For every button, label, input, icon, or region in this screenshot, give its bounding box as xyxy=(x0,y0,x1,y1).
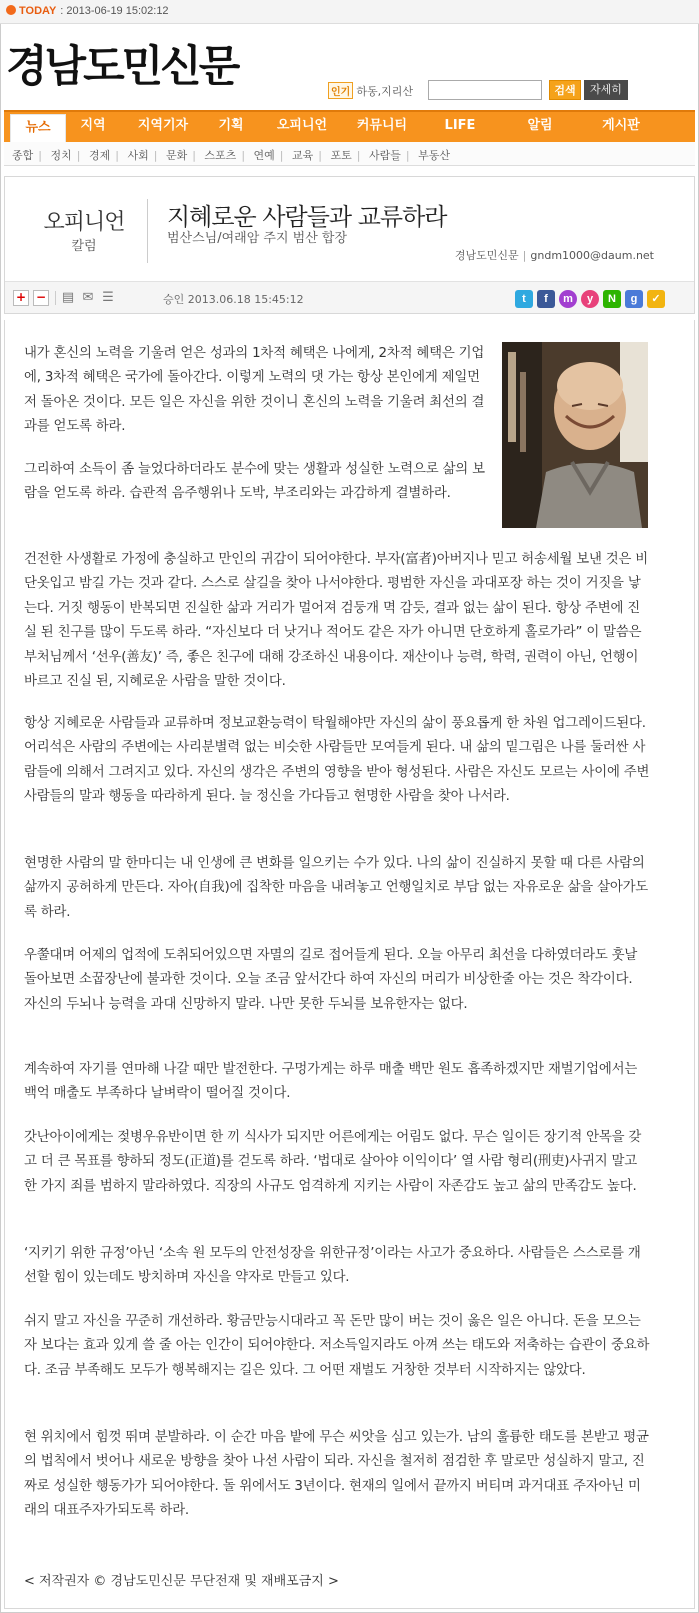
article-paragraph: 항상 지혜로운 사람들과 교류하며 정보교환능력이 탁월해야만 자신의 삶이 풍요롭게 한 차원 업그레이드된다. 어리석은 사람의 주변에는 사리분별력 없는 비슷한 사람들만 모여들게 된다. 내 삶의 밑그림은 나를 둘러싼 사람들에 의해서 그려지고 있다. 자신의 생각은 주변의 영향을 받아 형성된다. 사람은 자신도 모르는 사이에 주변 사람들의 말과 행동을 따라하게 된다. 늘 정신을 가다듬고 현명한 사람을 찾아 나서라. xyxy=(24,716,650,805)
article-paragraph: 그리하여 소득이 좀 늘었다하더라도 분수에 맞는 생활과 성실한 노력으로 삶의 보람을 얻도록 하라. 습관적 음주행위나 도박, 부조리와는 과감하게 결별하라. xyxy=(24,462,485,502)
subnav-item[interactable]: 교육 xyxy=(292,149,314,162)
today-datetime: : 2013-06-19 15:02:12 xyxy=(60,5,169,17)
nav-item-region[interactable]: 지역 xyxy=(80,118,106,133)
yozm-icon[interactable]: y xyxy=(581,290,599,308)
approved-datetime: 승인 2013.06.18 15:45:12 xyxy=(163,293,304,306)
article-paragraph: 건전한 사생활로 가정에 충실하고 만인의 귀감이 되어야한다. 부자(富者)아버지나 믿고 허송세월 보낸 것은 비단옷입고 밤길 가는 것과 같다. 스스로 살길을 찾아 나서야한다. 평범한 자신을 과대포장 하는 것이 거짓을 낳는다. 거짓 행동이 반복되면 진실한 삶과 거리가 멀어져 검둥개 멱 감듯, 결과 없는 삶이 된다. 항상 주변에 진실 된 친구를 많이 두도록 하라. “자신보다 더 낫거나 적어도 같은 자가 아니면 단호하게 홀로가라” 이 말씀은 부처님께서 ‘선우(善友)’ 즉, 좋은 친구에 대해 강조하신 내용이다. 재산이나 능력, 학력, 권력이 아닌, 언행이 바르고 진실 된, 지혜로운 사람을 말한 것이다. xyxy=(24,552,649,690)
subnav-item[interactable]: 종합 xyxy=(12,149,34,162)
print-icon[interactable]: ▤ xyxy=(61,290,75,305)
article-title: 지혜로운 사람들과 교류하라 xyxy=(167,203,447,231)
subnav-item[interactable]: 사람들 xyxy=(368,149,401,162)
list-icon[interactable]: ☰ xyxy=(102,290,114,305)
main-nav xyxy=(4,110,695,142)
bookmark-icon[interactable]: ✓ xyxy=(647,290,665,308)
subnav-item[interactable]: 경제 xyxy=(88,149,111,162)
detail-search-button[interactable]: 자세히 xyxy=(584,80,628,100)
today-label: TODAY xyxy=(19,5,57,17)
nav-item-board[interactable]: 게시판 xyxy=(602,118,640,133)
article-paragraph: 현 위치에서 힘껏 뛰며 분발하라. 이 순간 마음 밭에 무슨 씨앗을 심고 있는가. 남의 훌륭한 태도를 본받고 평균의 법칙에서 벗어나 새로운 방향을 찾아 나선 사람이 되라. 자신을 철저히 점검한 후 말로만 성실하지 말고, 진짜로 성실한 행동가가 되어야한다. 돌 위에서도 3년이다. 현재의 일에서 끝까지 버티며 과거대표 주자아닌 미래의 대표주자가되도록 하라. xyxy=(24,1430,649,1519)
subnav-item[interactable]: 부동산 xyxy=(418,149,450,162)
publisher-name: 경남도민신문 xyxy=(454,249,519,262)
font-decrease-button[interactable]: − xyxy=(33,290,49,306)
nav-item-news[interactable]: 뉴스 xyxy=(10,114,66,144)
sub-nav: 종합 | 정치 | 경제 | 사회 | 문화 | 스포츠 | 연예 | 교육 | 포토 | 사람들 | 부동산 xyxy=(4,142,695,166)
subnav-item[interactable]: 스포츠 xyxy=(204,149,237,162)
nav-item-life[interactable]: LIFE xyxy=(444,118,476,133)
section-name: 오피니언 xyxy=(43,210,125,235)
top-bar xyxy=(0,0,699,24)
nav-item-community[interactable]: 커뮤니티 xyxy=(356,118,408,133)
google-icon[interactable]: g xyxy=(625,290,643,308)
divider xyxy=(147,199,148,263)
search-button[interactable]: 검색 xyxy=(549,80,581,100)
monk-portrait-icon xyxy=(502,342,648,528)
article-paragraph: 계속하여 자기를 연마해 나갈 때만 발전한다. 구멍가게는 하루 매출 백만 원도 흡족하겠지만 재벌기업에서는 백억 매출도 부족하다 날벼락이 떨어질 것이다. xyxy=(24,1062,638,1102)
nav-item-feature[interactable]: 기획 xyxy=(218,118,244,133)
today-info xyxy=(6,5,169,17)
search-input[interactable] xyxy=(428,80,542,100)
subnav-item[interactable]: 정치 xyxy=(50,149,72,162)
article-subtitle: 범산스님/여래암 주지 범산 합장 xyxy=(167,231,348,246)
author-email[interactable]: gndm1000@daum.net xyxy=(530,249,654,262)
author-photo xyxy=(502,342,648,528)
me2day-icon[interactable]: m xyxy=(559,290,577,308)
article-paragraph: 현명한 사람의 말 한마디는 내 인생에 큰 변화를 일으키는 수가 있다. 나의 삶이 진실하지 못할 때 다른 사람의 삶까지 공허하게 만든다. 자아(自我)에 집착한 마음을 내려놓고 언행일치로 부담 없는 자유로운 삶을 살아가도록 하라. xyxy=(24,856,649,920)
article-toolbar xyxy=(5,281,694,313)
article-paragraph: 갓난아이에게는 젖병우유반이면 한 끼 식사가 되지만 어른에게는 어림도 없다. 무슨 일이든 장기적 안목을 갖고 더 큰 목표를 향하되 정도(正道)를 걷도록 하라. ‘법대로 살아야 이익이다’ 열 사람 형리(刑吏)사귀지 말고 한 가지 죄를 범하지 말라하였다. 직장의 사규도 엄격하게 지키는 사람이 자존감도 높고 삶의 만족감도 높다. xyxy=(24,1130,642,1194)
article-paragraph: 내가 혼신의 노력을 기울려 얻은 성과의 1차적 혜택은 나에게, 2차적 혜택은 기업에, 3차적 혜택은 국가에 돌아간다. 이렇게 노력의 댓 가는 항상 본인에게 제일먼저 돌아온 것이다. 모든 일은 자신을 위한 것이니 혼신의 노력을 기울려 최선의 결과를 얻도록 하라. xyxy=(24,346,485,435)
hot-keyword-link[interactable]: 하동,지리산 xyxy=(356,85,413,98)
section-category: 칼럼 xyxy=(71,239,97,254)
subnav-item[interactable]: 연예 xyxy=(253,149,275,162)
subnav-item[interactable]: 포토 xyxy=(330,149,352,162)
article-paragraph: ‘지키기 위한 규정’아닌 ‘소속 원 모두의 안전성장을 위한규정’이라는 사고가 중요하다. 사람들은 스스로를 개선할 힘이 있는데도 방치하며 자신을 약자로 만들고 있다. xyxy=(24,1246,641,1286)
font-increase-button[interactable]: + xyxy=(13,290,29,306)
site-logo[interactable]: 경남도민신문 xyxy=(6,42,238,92)
article-header xyxy=(4,176,695,314)
byline: 경남도민신문 | gndm1000@daum.net xyxy=(454,249,654,262)
divider xyxy=(55,291,56,305)
subnav-item[interactable]: 문화 xyxy=(165,149,188,162)
twitter-icon[interactable]: t xyxy=(515,290,533,308)
hot-tag: 인기 xyxy=(328,82,353,99)
clock-icon xyxy=(6,5,16,15)
email-icon[interactable]: ✉ xyxy=(82,290,94,305)
article-paragraph: 쉬지 말고 자신을 꾸준히 개선하라. 황금만능시대라고 꼭 돈만 많이 버는 것이 옳은 일은 아니다. 돈을 모으는 자 보다는 효과 있게 쓸 줄 아는 인간이 되어야한다. 저소득일지라도 아껴 쓰는 태도와 저축하는 습관이 중요하다. 조금 부족해도 모두가 행복해지는 길은 있다. 그 어떤 재벌도 거창한 것부터 시작하지는 않았다. xyxy=(24,1314,650,1378)
nav-item-region-reporter[interactable]: 지역기자 xyxy=(137,118,189,133)
nav-item-notice[interactable]: 알림 xyxy=(527,118,553,133)
article-paragraph: 우쭐대며 어제의 업적에 도취되어있으면 자멸의 길로 접어들게 된다. 오늘 아무리 최선을 다하였더라도 훗날 돌아보면 소꿉장난에 불과한 것이다. 오늘 조금 앞서간다 하여 자신의 머리가 비상한줄 아는 것은 착각이다. 자신의 두뇌나 능력을 과대 신망하지 말라. 나만 못한 두뇌를 보유한자는 없다. xyxy=(24,948,638,1012)
naver-icon[interactable]: N xyxy=(603,290,621,308)
subnav-item[interactable]: 사회 xyxy=(127,149,149,162)
facebook-icon[interactable]: f xyxy=(537,290,555,308)
hot-keywords xyxy=(328,82,413,99)
copyright-notice: < 저작권자 © 경남도민신문 무단전재 및 재배포금지 > xyxy=(24,1574,339,1589)
nav-item-opinion[interactable]: 오피니언 xyxy=(276,118,328,133)
